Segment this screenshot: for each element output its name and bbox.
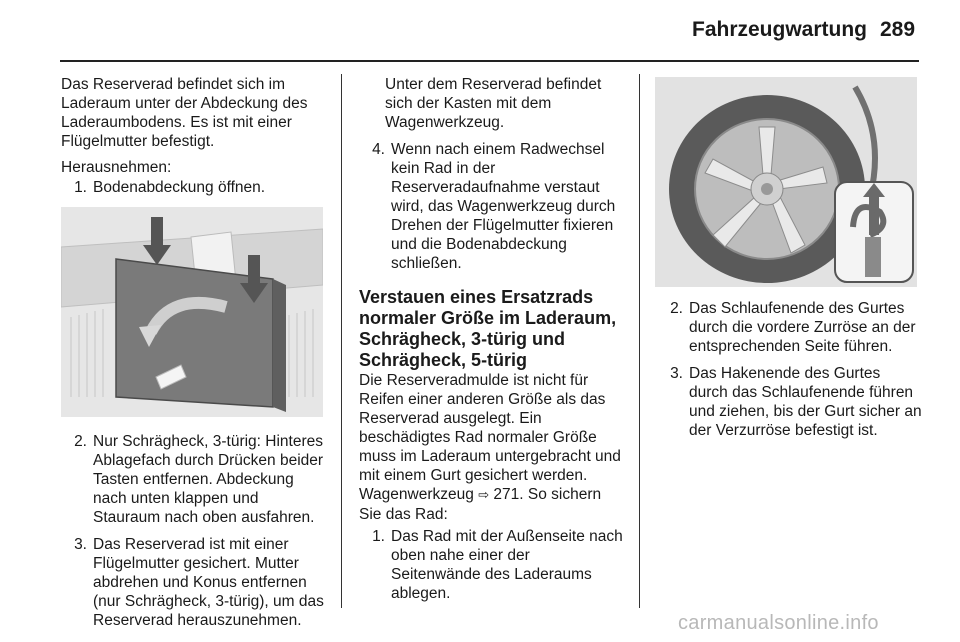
list-item xyxy=(657,364,922,440)
page-header-title: Fahrzeugwartung xyxy=(692,18,868,41)
list-item xyxy=(61,535,327,630)
header-rule xyxy=(60,60,919,62)
page-reference-number: 271 xyxy=(493,486,520,503)
body-paragraph xyxy=(359,371,623,524)
spare-wheel-strap-illustration xyxy=(655,77,917,287)
item-text: Das Reserverad ist mit einer Flügelmutter gesichert. Mutter abdrehen und Konus entfernen (nur Schrägheck, 3-türig), um das Reserverad herauszunehmen. xyxy=(93,536,324,629)
item-text: Wenn nach einem Radwechsel kein Rad in der Reserveradaufnahme verstaut wird, das Wagenwerkzeug durch Drehen der Flügelmutter fixieren und die Bodenabdeckung schließen. xyxy=(391,141,616,272)
page-reference-icon: ⇨ xyxy=(478,488,490,503)
column-1 xyxy=(61,75,327,638)
item-text: Nur Schrägheck, 3-türig: Hinteres Ablagefach durch Drücken beider Tasten entfernen. Abdeckung nach unten klappen und Stauraum nach oben ausfahren. xyxy=(93,433,324,526)
body-text-after: . So sichern Sie das Rad: xyxy=(359,486,602,523)
column-divider-1 xyxy=(341,74,342,608)
page-number: 289 xyxy=(880,18,916,41)
item-number: 1. xyxy=(372,528,385,545)
column-3 xyxy=(657,75,922,448)
list-item xyxy=(359,140,623,273)
item-number: 3. xyxy=(74,536,87,553)
column-divider-2 xyxy=(639,74,640,608)
item-number: 4. xyxy=(372,141,385,158)
continuation-paragraph: Unter dem Reserverad befindet sich der Kasten mit dem Wagenwerkzeug. xyxy=(385,76,602,131)
item-number: 2. xyxy=(74,433,87,450)
column-2 xyxy=(359,75,623,611)
watermark: carmanualsonline.info xyxy=(678,612,879,634)
item-text: Das Schlaufenende des Gurtes durch die vordere Zurröse an der entsprechenden Seite führen. xyxy=(689,300,916,355)
floor-cover-illustration xyxy=(61,207,323,417)
list-item xyxy=(61,432,327,527)
list-item xyxy=(657,299,922,356)
item-text: Bodenabdeckung öffnen. xyxy=(93,179,266,196)
removal-label: Herausnehmen: xyxy=(61,159,172,176)
list-item xyxy=(61,178,327,197)
item-number: 2. xyxy=(670,300,683,317)
item-text: Das Hakenende des Gurtes durch das Schlaufenende führen und ziehen, bis der Gurt sicher an der Verzurröse befestigt ist. xyxy=(689,365,922,439)
item-text: Das Rad mit der Außenseite nach oben nahe einer der Seitenwände des Laderaums ablegen. xyxy=(391,528,623,602)
list-item xyxy=(359,527,623,603)
intro-paragraph: Das Reserverad befindet sich im Laderaum unter der Abdeckung des Laderaumbodens. Es ist mit einer Flügelmutter befestigt. xyxy=(61,76,308,150)
item-number: 3. xyxy=(670,365,683,382)
section-heading: Verstauen eines Ersatzrads normaler Größe im Laderaum, Schrägheck, 3-türig und Schrägheck, 5-türig xyxy=(359,287,617,370)
body-text-before: Die Reserveradmulde ist nicht für Reifen einer anderen Größe als das Reserverad ausgelegt. Ein beschädigtes Rad normaler Größe muss im Laderaum untergebracht und mit einem Gurt gesichert werden. Wagenwerkzeug xyxy=(359,372,621,503)
item-number: 1. xyxy=(74,179,87,196)
